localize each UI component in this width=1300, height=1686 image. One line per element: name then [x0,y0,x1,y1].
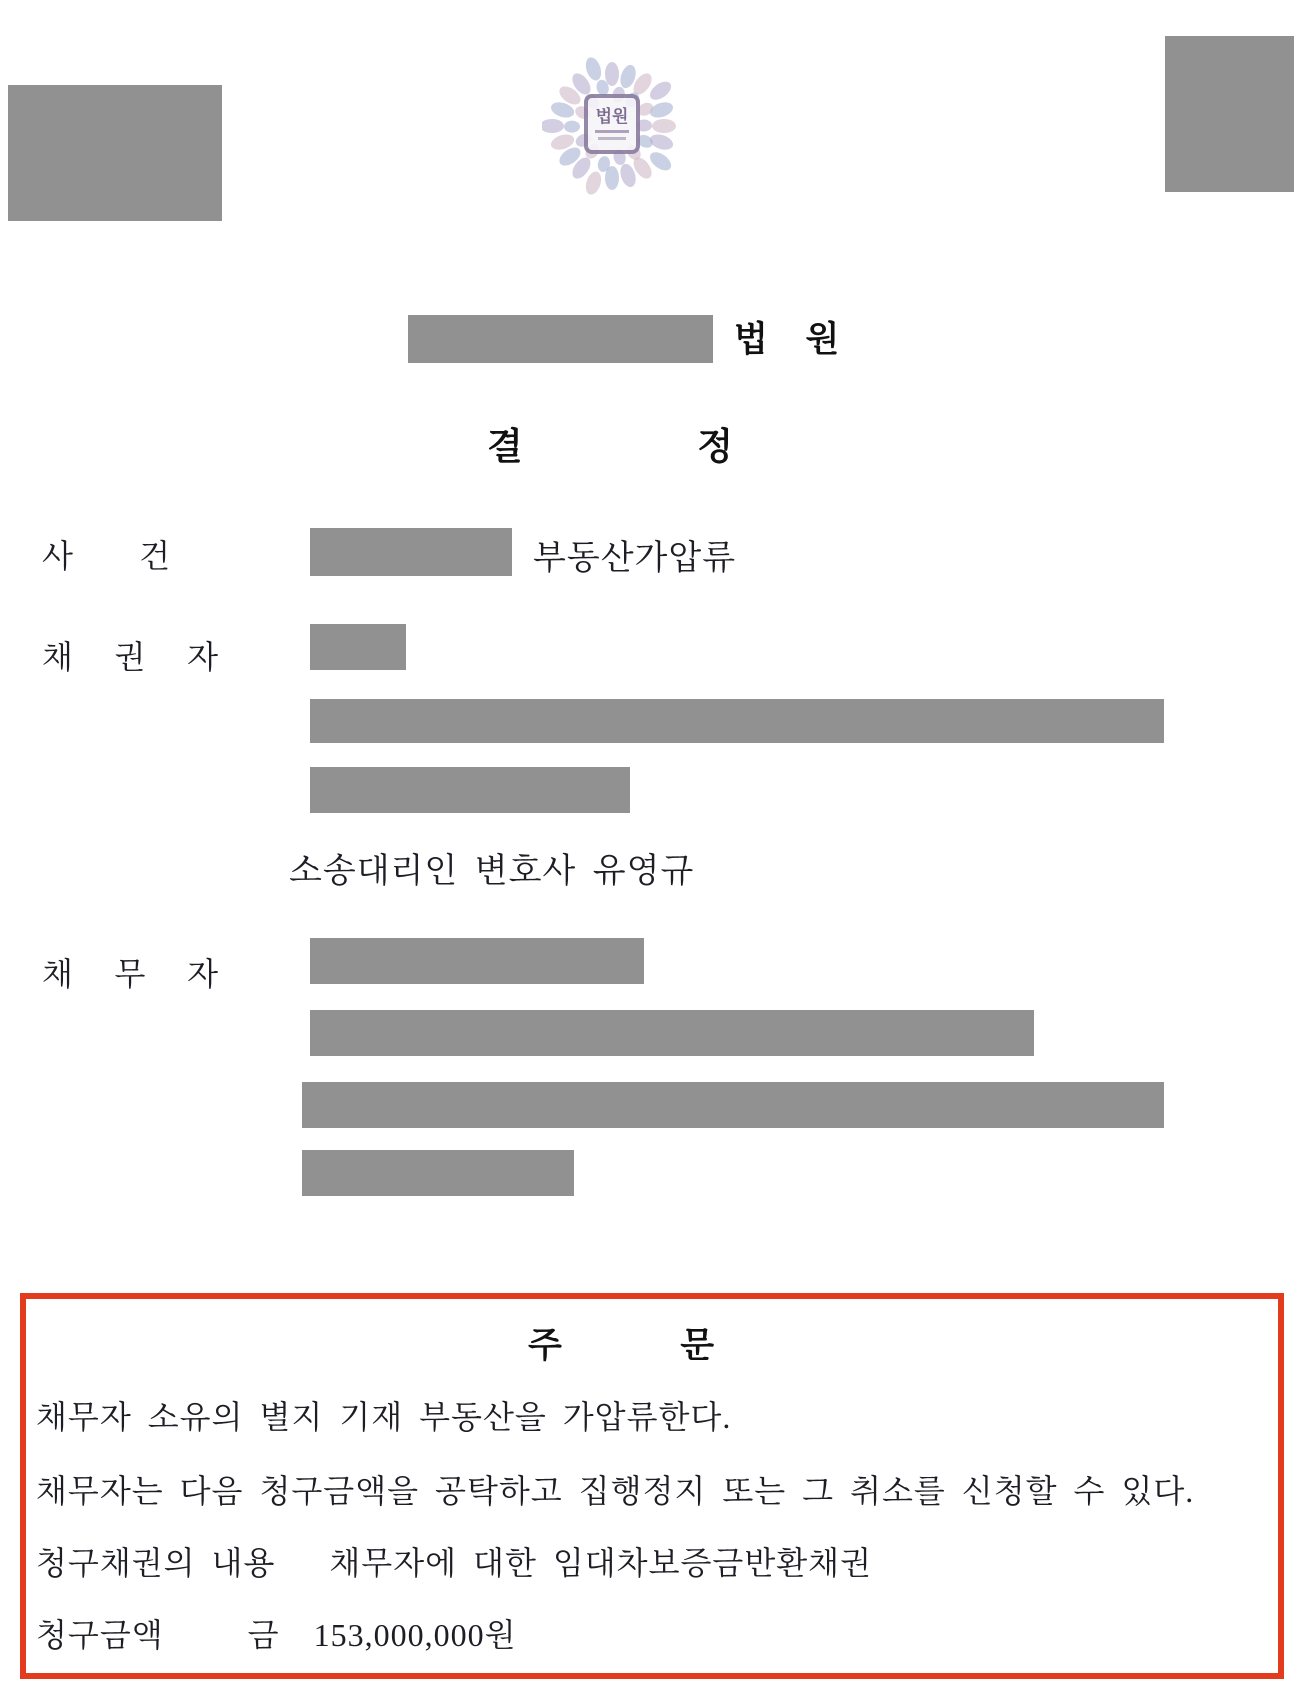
decision-title-char: 정 [697,426,733,467]
seal-petal [542,119,564,133]
debtor-label [42,949,218,995]
court-seal-graphic [542,50,682,198]
amount-label: 청구금액 [36,1617,164,1653]
redaction-case-number [310,528,512,576]
court-suffix: 법 원 [734,320,854,359]
creditor-label-char: 자 [187,639,218,675]
order-line-1: 채무자 소유의 별지 기재 부동산을 가압류한다. [36,1399,732,1435]
redaction-creditor-name [310,624,406,670]
redaction-debtor-address [310,1010,1034,1056]
seal-subtext-line [595,130,629,133]
seal-petal [583,169,604,196]
redaction-debtor-name [310,938,644,984]
amount-value: 153,000,000원 [313,1617,517,1653]
decision-title [487,416,733,470]
redaction-creditor-detail [310,767,630,813]
redaction-debtor-address2 [302,1082,1164,1128]
amount-gap [280,1610,314,1656]
case-type: 부동산가압류 [533,540,737,577]
debtor-label-char: 자 [187,956,218,992]
order-line-2: 채무자는 다음 청구금액을 공탁하고 집행정지 또는 그 취소를 신청할 수 있다. [36,1473,1195,1509]
claim-label: 청구채권의 내용 [36,1545,276,1581]
redaction-top-left [8,85,222,221]
decision-title-char: 결 [487,426,523,467]
debtor-label-char: 무 [114,956,146,992]
court-seal [542,50,682,198]
order-claim-line [36,1538,872,1584]
creditor-label-char: 채 [42,639,73,675]
case-label-char: 사 [42,538,73,574]
creditor-label-char: 권 [114,639,146,675]
redaction-court-name [408,315,713,363]
seal-text: 법원 [595,107,629,126]
seal-petal [564,120,580,132]
amount-gap [164,1610,248,1656]
seal-petal [652,119,676,133]
order-title-char: 문 [680,1326,714,1365]
seal-petal [583,55,604,82]
order-title-char: 주 [528,1326,562,1365]
claim-value: 채무자에 대한 임대차보증금반환채권 [329,1545,872,1581]
creditor-representative: 소송대리인 변호사 유영규 [289,853,695,890]
case-label-char: 건 [139,538,170,574]
redaction-creditor-address [310,699,1164,743]
debtor-label-char: 채 [42,956,73,992]
redaction-top-right [1165,36,1294,192]
amount-currency: 금 [247,1617,280,1653]
case-label [42,531,170,577]
redaction-debtor-detail [302,1150,574,1196]
creditor-label [42,632,218,678]
order-amount-line [36,1610,517,1656]
seal-subtext-line [598,137,626,140]
order-title [528,1318,714,1368]
seal-petal [605,62,619,86]
